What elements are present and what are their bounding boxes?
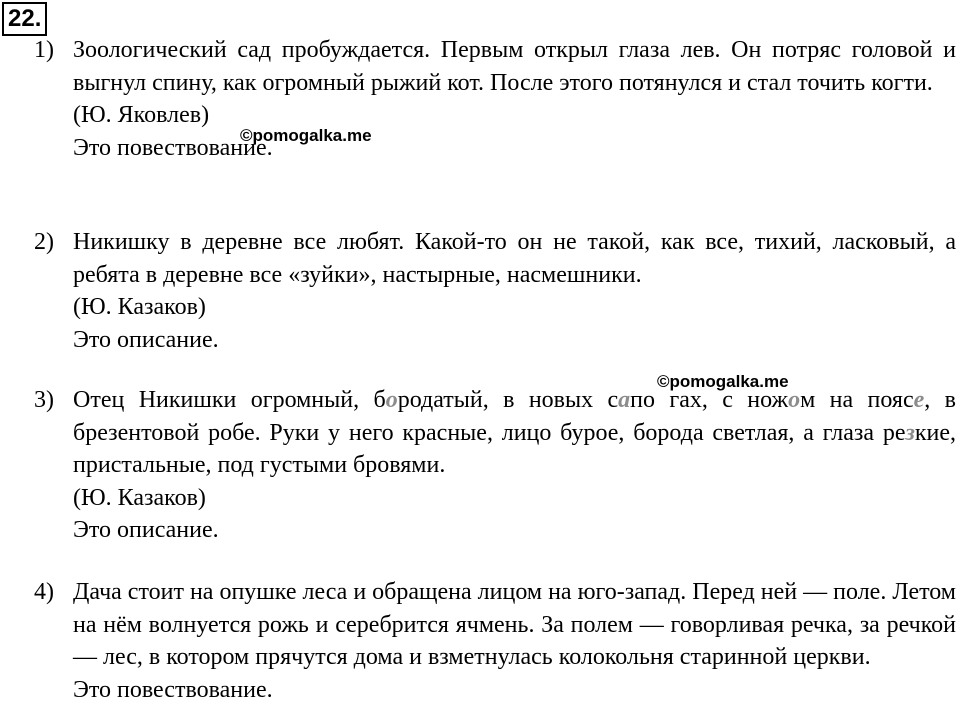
item-text: Зоологический сад пробуждается. Первым открыл глаза лев. Он потряс головой и выгнул спину, как огромный рыжий кот. После этого потянулся и стал точить когти. [73, 37, 956, 96]
item-text [73, 384, 956, 482]
item-body [73, 226, 956, 356]
item-conclusion: Это повествование. [73, 676, 273, 703]
item-body [73, 576, 956, 706]
item-author: (Ю. Казаков) [73, 294, 206, 320]
item-author: (Ю. Яковлев) [73, 102, 210, 128]
text-fragment: родатый, в новых с [397, 387, 619, 413]
item-number: 1) [34, 37, 54, 63]
highlighted-letter: а [618, 387, 631, 413]
item-body [73, 384, 956, 547]
task-number: 22. [2, 2, 47, 36]
highlighted-letter: е [913, 387, 925, 413]
item-number: 3) [34, 387, 54, 413]
text-fragment: м на пояс [800, 387, 914, 413]
item-text: Дача стоит на опушке леса и обращена лицом на юго-запад. Перед ней — поле. Летом на нём волнуется рожь и серебрится ячмень. За полем — говорливая речка, за речкой — лес, в котором прячутся дома и взметнулась колокольня старинной церкви. [73, 579, 956, 670]
item-text: Никишку в деревне все любят. Какой-то он не такой, как все, тихий, ласковый, а ребята в деревне все «зуйки», настырные, насмешники. [73, 229, 956, 288]
text-fragment: по гах, с нож [630, 387, 789, 413]
highlighted-letter: о [788, 387, 801, 413]
watermark: ©pomogalka.me [240, 126, 372, 145]
item-author: (Ю. Казаков) [73, 484, 206, 511]
text-fragment: , в брезентовой робе. Руки у него красные, лицо бурое, борода светлая, а глаза ре [73, 387, 957, 446]
watermark: ©pomogalka.me [657, 372, 789, 391]
text-fragment: Отец Никишки огромный, б [73, 387, 386, 413]
text-fragment: кие, пристальные, под густыми бровями. [73, 419, 956, 478]
item-conclusion: Это описание. [73, 326, 219, 353]
item-number: 4) [34, 579, 54, 605]
item-conclusion: Это описание. [73, 517, 219, 543]
highlighted-letter: з [905, 419, 915, 446]
item-conclusion: Это повествование. [73, 134, 273, 161]
item-number: 2) [34, 229, 54, 255]
highlighted-letter: о [385, 387, 398, 413]
item-body [73, 34, 956, 164]
